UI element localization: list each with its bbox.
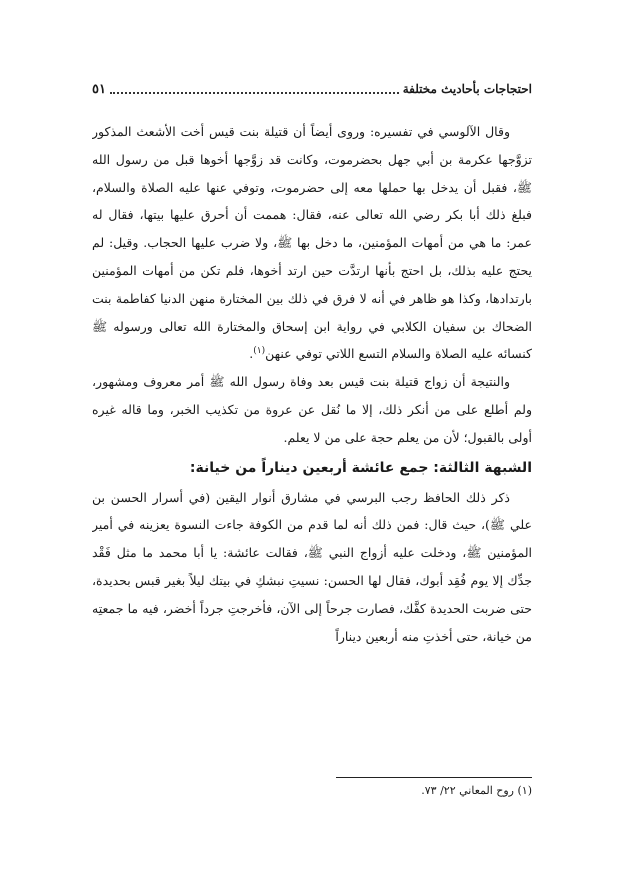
paragraph-1-text: وقال الآلوسي في تفسيره: وروى أيضاً أن قتيلة بنت قيس أخت الأشعث المذكور تزوَّجها عكرمة بن أبي جهل بحضرموت، وكانت قد زوَّجها أخوها قبل من رسول الله ﷺ، فقبل أن يدخل بها حملها معه إلى حضرموت، وتوفي عنها عليه الصلاة والسلام، فبلغ ذلك أبا بكر رضي الله تعالى عنه، فقال: هممت أن أحرق عليها بيتها، فقال له عمر: ما هي من أمهات المؤمنين، ما دخل بها ﷺ، ولا ضرب عليها الحجاب. وقيل: لم يحتج عليه بذلك، بل احتج بأنها ارتدَّت حين ارتد أخوها، فلم تكن من أمهات المؤمنين بارتدادها، وكذا هو ظاهر في أنه لا فرق في ذلك بين المختارة منهن الدنيا كفاطمة بنت الضحاك بن سفيان الكلابي في رواية ابن إسحاق والمختارة الله تعالى ورسوله ﷺ كنسائه عليه الصلاة والسلام التسع اللاتي توفي عنهن [92, 124, 532, 362]
paragraph-3: ذكر ذلك الحافظ رجب البرسي في مشارق أنوار اليقين (في أسرار الحسن بن علي ﷺ)، حيث قال: فمن ذلك أنه لما قدم من الكوفة جاءت النسوة يعزينه في أمير المؤمنين ﷺ، ودخلت عليه أزواج النبي ﷺ، فقالت عائشة: يا أبا محمد ما مثل فَقْد جدِّك إلا يوم فُقِد أبوك، فقال لها الحسن: نسيتِ نبشكِ في بيتك ليلاً بغير قبس بحديدة، حتى ضربت الحديدة كفَّك، فصارت جرحاً إلى الآن، فأخرجتِ جرداً أخضر، فيه ما جمعتِه من خيانة، حتى أخذتِ منه أربعين ديناراً [92, 489, 532, 644]
footnote-separator [336, 777, 532, 778]
section-heading: الشبهة الثالثة: جمع عائشة أربعين ديناراً من خيانة: [189, 459, 532, 476]
body-text [92, 118, 532, 746]
footnote-reference: (١) [253, 346, 266, 357]
running-title: احتجاجات بأحاديث مختلفة [402, 82, 532, 96]
paragraph-1 [92, 118, 532, 368]
header-dot-leader [110, 84, 399, 94]
footnote: (١) روح المعاني ٢٢/ ٧٣. [421, 784, 532, 797]
page-number: ٥١ [92, 81, 106, 97]
paragraph-2: والنتيجة أن زواج قتيلة بنت قيس بعد وفاة رسول الله ﷺ أمر معروف ومشهور، ولم أطلع على من أنكر ذلك، إلا ما نُقل عن عروة من تكذيب الخبر، وما قاله غيره أولى بالقبول؛ لأن من يعلم حجة على من لا يعلم. [92, 374, 532, 445]
paragraph-1-end: . [249, 346, 254, 362]
page-header [92, 78, 532, 100]
